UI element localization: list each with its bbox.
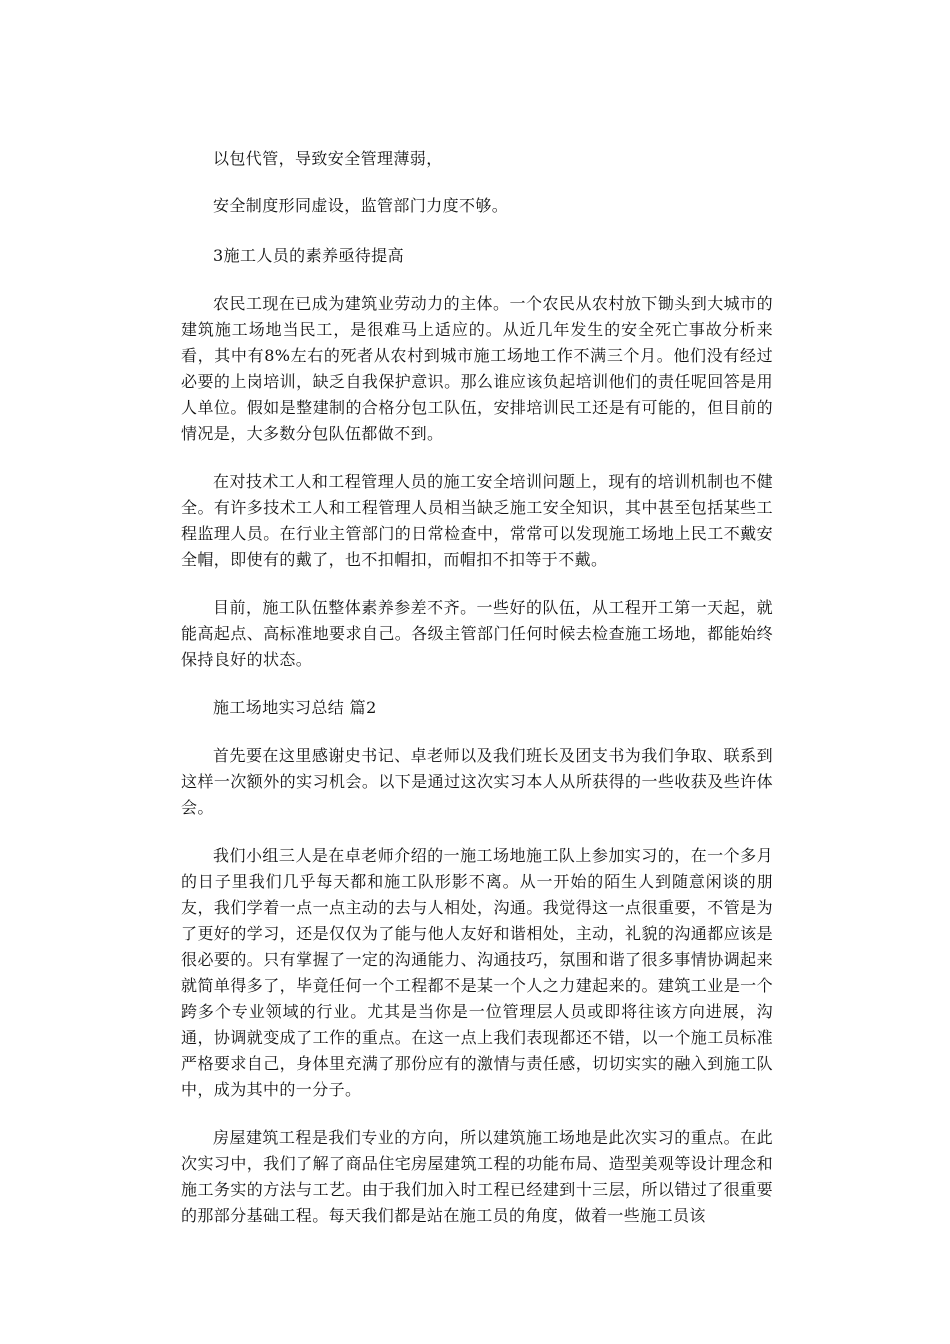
paragraph-8: 首先要在这里感谢史书记、卓老师以及我们班长及团支书为我们争取、联系到这样一次额外的实习机会。以下是通过这次实习本人从所获得的一些收获及些许体会。 (181, 746, 773, 817)
paragraph-5: 在对技术工人和工程管理人员的施工安全培训问题上，现有的培训机制也不健全。有许多技术工人和工程管理人员相当缺乏施工安全知识，其中甚至包括某些工程监理人员。在行业主管部门的日常检查中，常常可以发现施工场地上民工不戴安全帽，即使有的戴了，也不扣帽扣，而帽扣不扣等于不戴。 (181, 472, 773, 569)
paragraph-1: 以包代管，导致安全管理薄弱， (213, 149, 443, 168)
paragraph-4: 农民工现在已成为建筑业劳动力的主体。一个农民从农村放下锄头到大城市的建筑施工场地当民工，是很难马上适应的。从近几年发生的安全死亡事故分析来看，其中有8%左右的死者从农村到城市施工场地工作不满三个月。他们没有经过必要的上岗培训，缺乏自我保护意识。那么谁应该负起培训他们的责任呢回答是用人单位。假如是整建制的合格分包工队伍，安排培训民工还是有可能的，但目前的情况是，大多数分包队伍都做不到。 (181, 294, 773, 443)
section-title-2: 施工场地实习总结 篇2 (213, 698, 377, 717)
paragraph-6: 目前，施工队伍整体素养参差不齐。一些好的队伍，从工程开工第一天起，就能高起点、高标准地要求自己。各级主管部门任何时候去检查施工场地，都能始终保持良好的状态。 (181, 598, 773, 669)
paragraph-10: 房屋建筑工程是我们专业的方向，所以建筑施工场地是此次实习的重点。在此次实习中，我们了解了商品住宅房屋建筑工程的功能布局、造型美观等设计理念和施工务实的方法与工艺。由于我们加入时工程已经建到十三层，所以错过了很重要的那部分基础工程。每天我们都是站在施工员的角度，做着一些施工员该 (181, 1128, 773, 1225)
document-body (181, 146, 773, 1229)
paragraph-2: 安全制度形同虚设，监管部门力度不够。 (213, 196, 509, 215)
section-heading-3: 3施工人员的素养亟待提高 (213, 246, 404, 265)
paragraph-9: 我们小组三人是在卓老师介绍的一施工场地施工队上参加实习的，在一个多月的日子里我们几乎每天都和施工队形影不离。从一开始的陌生人到随意闲谈的朋友，我们学着一点一点主动的去与人相处，沟通。我觉得这一点很重要，不管是为了更好的学习，还是仅仅为了能与他人友好和谐相处，主动，礼貌的沟通都应该是很必要的。只有掌握了一定的沟通能力、沟通技巧，氛围和谐了很多事情协调起来就简单得多了，毕竟任何一个工程都不是某一个人之力建起来的。建筑工业是一个跨多个专业领域的行业。尤其是当你是一位管理层人员或即将往该方向进展，沟通，协调就变成了工作的重点。在这一点上我们表现都还不错，以一个施工员标准严格要求自己，身体里充满了那份应有的激情与责任感，切切实实的融入到施工队中，成为其中的一分子。 (181, 846, 773, 1099)
